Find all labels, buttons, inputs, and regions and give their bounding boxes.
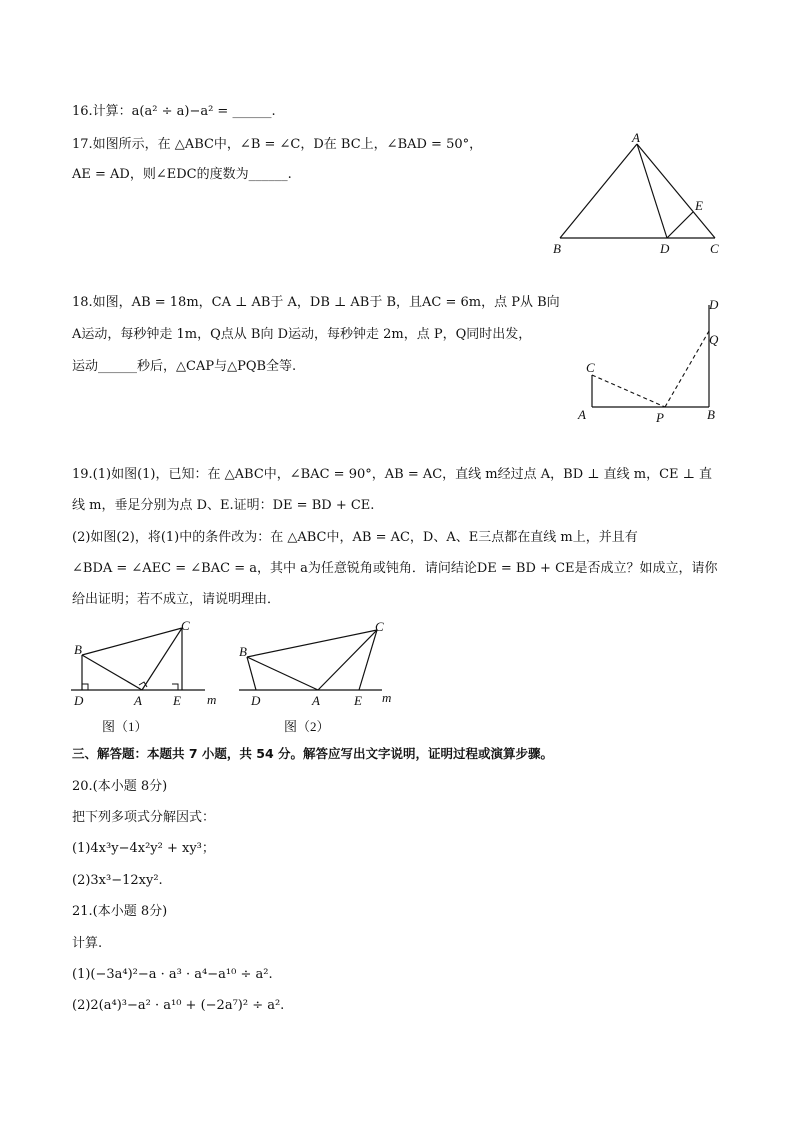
q21-item-1: (1)(−3a⁴)²−a · a³ · a⁴−a¹⁰ ÷ a². [72, 967, 273, 982]
q21-item-2: (2)2(a⁴)³−a² · a¹⁰ + (−2a⁷)² ÷ a². [72, 998, 285, 1013]
q18-label-b: B [707, 407, 715, 422]
q19-fig1-label-a: A [134, 693, 142, 708]
q18-label-a: A [578, 407, 586, 422]
q17-label-b: B [553, 241, 561, 256]
q19-fig1-label-d: D [74, 693, 84, 708]
section-3-title: 三、解答题：本题共 7 小题，共 54 分。解答应写出文字说明，证明过程或演算步骤。 [72, 746, 554, 761]
q19-figure-2 [236, 620, 406, 740]
q17-text-line1: 17.如图所示，在 △ABC中，∠B = ∠C，D在 BC上，∠BAD = 50°， [72, 137, 483, 152]
q18-figure [575, 295, 735, 430]
q18-label-c: C [586, 360, 595, 375]
q19-fig2-label-c: C [375, 619, 384, 634]
q19-fig2-label-a: A [312, 693, 320, 708]
q20-item-2: (2)3x³−12xy². [72, 873, 163, 888]
q17-text-line2: AE = AD，则∠EDC的度数为______. [72, 167, 292, 182]
q19-figure-1 [68, 620, 228, 740]
q19-fig1-label-e: E [173, 693, 181, 708]
q18-text-line2: A运动，每秒钟走 1m，Q点从 B向 D运动，每秒钟走 2m，点 P，Q同时出发， [72, 327, 532, 342]
q19-fig2-caption: 图（2） [284, 719, 330, 734]
q19-fig1-label-c: C [181, 618, 190, 633]
q20-header: 20.(本小题 8分) [72, 779, 168, 794]
q20-intro: 把下列多项式分解因式： [72, 810, 216, 825]
q17-triangle-figure [550, 130, 730, 261]
q19-text-line2: 线 m，垂足分别为点 D、E.证明：DE = BD + CE. [72, 498, 375, 513]
q16-text: 16.计算：a(a² ÷ a)−a² = ______. [72, 104, 276, 119]
q21-header: 21.(本小题 8分) [72, 904, 168, 919]
q19-text-line1: 19.(1)如图(1)，已知：在 △ABC中，∠BAC = 90°，AB = AC，直线 m经过点 A，BD ⊥ 直线 m，CE ⊥ 直 [72, 467, 713, 482]
q19-fig2-label-d: D [251, 693, 261, 708]
q19-fig1-label-b: B [74, 642, 82, 657]
q17-label-c: C [710, 241, 719, 256]
q19-fig1-caption: 图（1） [102, 719, 148, 734]
q17-label-d: D [660, 241, 670, 256]
q19-fig2-label-e: E [354, 693, 362, 708]
q18-text-line3: 运动______秒后，△CAP与△PQB全等. [72, 359, 297, 374]
q18-label-q: Q [709, 332, 719, 347]
q19-text-line5: 给出证明；若不成立，请说明理由． [72, 592, 281, 607]
q17-label-a: A [632, 130, 640, 145]
q19-fig2-label-m: m [382, 690, 392, 705]
q17-label-e: E [695, 198, 703, 213]
q19-fig2-label-b: B [239, 644, 247, 659]
q19-fig1-label-m: m [207, 692, 217, 707]
q20-item-1: (1)4x³y−4x²y² + xy³； [72, 841, 215, 856]
q18-label-p: P [656, 410, 664, 425]
q19-text-line3: (2)如图(2)，将(1)中的条件改为：在 △ABC中，AB = AC，D、A、E三点都在直线 m上，并且有 [72, 530, 638, 545]
q19-text-line4: ∠BDA = ∠AEC = ∠BAC = a，其中 a为任意锐角或钝角．请问结论DE = BD + CE是否成立？如成立，请你 [72, 561, 718, 576]
q18-label-d: D [709, 297, 719, 312]
q21-intro: 计算. [72, 936, 103, 951]
q18-text-line1: 18.如图，AB = 18m，CA ⊥ AB于 A，DB ⊥ AB于 B，且AC = 6m，点 P从 B向 [72, 295, 560, 310]
